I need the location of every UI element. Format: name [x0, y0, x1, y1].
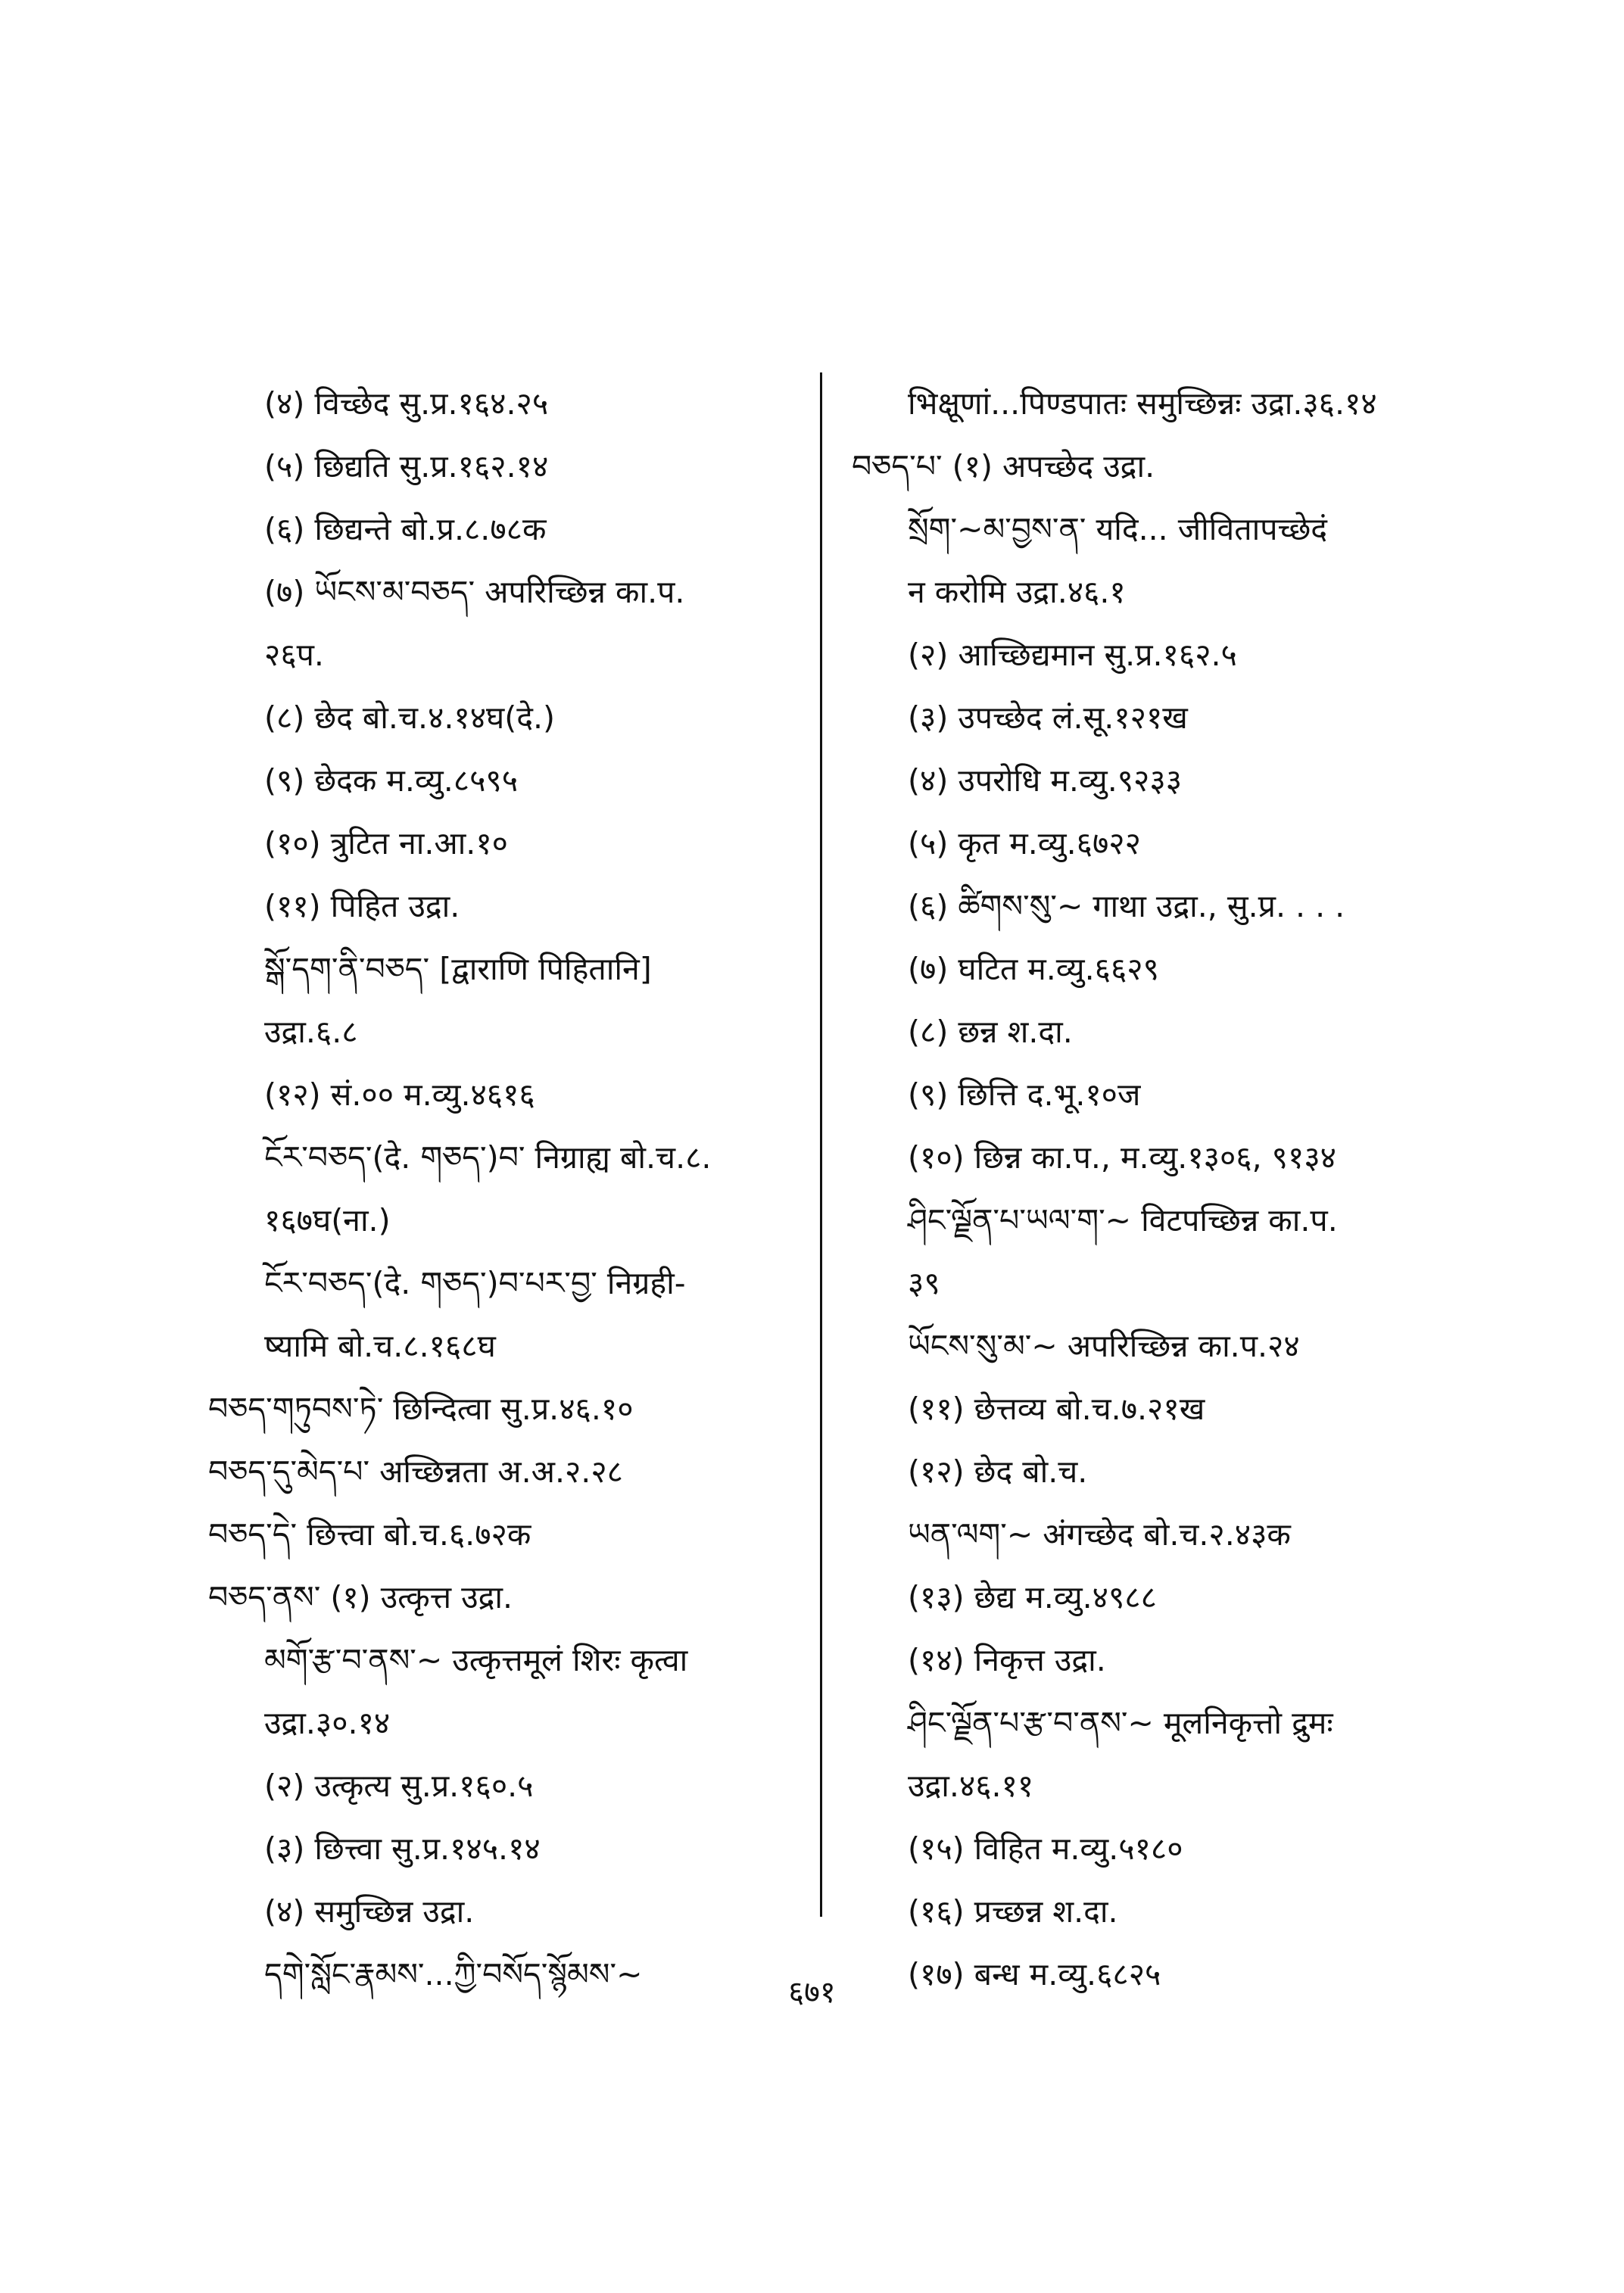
right-column — [852, 372, 1450, 2006]
dictionary-line: (१२) सं.०० म.व्यु.४६१६ — [264, 1076, 535, 1113]
dictionary-line: (५) छिद्यति सु.प्र.१६२.१४ — [264, 448, 549, 484]
dictionary-line: (४) विच्छेद सु.प्र.१६४.२५ — [264, 385, 549, 422]
dictionary-line: (७) घटित म.व्यु.६६२९ — [908, 951, 1159, 987]
dictionary-line: भिक्षूणां...पिण्डपातः समुच्छिन्नः उद्रा.३६.१४ — [908, 385, 1377, 422]
dictionary-line: (३) छित्त्वा सु.प्र.१४५.१४ — [264, 1830, 541, 1867]
dictionary-line: མགོ་རྩ་བ་ནས་~ उत्कृत्तमूलं शिरः कृत्वा — [264, 1642, 688, 1678]
dictionary-line: ཤིང་ལྗོན་པ་རྩ་བ་ནས་~ मूलनिकृत्तो द्रुमः — [908, 1705, 1333, 1741]
dictionary-line: སྲོག་~མ་བྱས་ན་ यदि... जीवितापच्छेदं — [908, 511, 1328, 547]
dictionary-line: (९) छित्ति द.भू.१०ज — [908, 1076, 1141, 1113]
dictionary-line: २६प. — [264, 637, 324, 673]
dictionary-line: ཤིང་ལྗོན་པ་ཡལ་ག་~ विटपच्छिन्न का.प. — [908, 1202, 1338, 1238]
dictionary-line: (१७) बन्ध म.व्यु.६८२५ — [908, 1956, 1161, 1992]
dictionary-line: (११) पिहित उद्रा. — [264, 888, 460, 924]
dictionary-line: (८) छेद बो.च.४.१४घ(दे.) — [264, 699, 556, 736]
dictionary-line: ष्यामि बो.च.८.१६८घ — [264, 1328, 496, 1364]
dictionary-line: (२) उत्कृत्य सु.प्र.१६०.५ — [264, 1768, 534, 1804]
dictionary-line: (१३) छेद्य म.व्यु.४९८८ — [908, 1579, 1157, 1615]
dictionary-line: ཡོངས་སུ་མ་~ अपरिच्छिन्न का.प.२४ — [908, 1328, 1300, 1364]
dictionary-line: (३) उपच्छेद लं.सू.१२१ख — [908, 699, 1188, 736]
dictionary-line: (१४) निकृत्त उद्रा. — [908, 1642, 1106, 1678]
dictionary-line: न करोमि उद्रा.४६.१ — [908, 574, 1126, 610]
dictionary-line: उद्रा.३०.१४ — [264, 1705, 391, 1741]
dictionary-line: (४) समुच्छिन्न उद्रा. — [264, 1893, 475, 1930]
dictionary-line: བཅད་དེ་ छित्त्वा बो.च.६.७२क — [208, 1516, 531, 1553]
dictionary-line: དགེ་སློང་རྣམས་...ཀྱི་བསོད་སྙོམས་~ — [264, 1956, 643, 1992]
dictionary-line: उद्रा.६.८ — [264, 1014, 358, 1050]
dictionary-line: (४) उपरोधि म.व्यु.९२३३ — [908, 762, 1183, 799]
dictionary-line: (१०) त्रुटित ना.आ.१० — [264, 825, 508, 861]
dictionary-line: (९) छेदक म.व्यु.८५९५ — [264, 762, 519, 799]
dictionary-line: १६७घ(ना.) — [264, 1202, 391, 1238]
dictionary-line: (१२) छेद बो.च. — [908, 1453, 1088, 1490]
dictionary-line: (६) ཚིགས་སུ་~ गाथा उद्रा., सु.प्र. . . . — [908, 888, 1345, 924]
dictionary-line: (१५) विहित म.व्यु.५१८० — [908, 1830, 1183, 1867]
dictionary-line: བཅད་ནས་ (१) उत्कृत्त उद्रा. — [208, 1579, 513, 1615]
dictionary-line: བཅད་པ་ (१) अपच्छेद उद्रा. — [852, 448, 1155, 484]
dictionary-line: (११) छेत्तव्य बो.च.७.२१ख — [908, 1391, 1205, 1427]
dictionary-line: བཅད་གཏུབས་ཏེ་ छिन्दित्वा सु.प्र.४६.१० — [208, 1391, 634, 1427]
dictionary-line: उद्रा.४६.११ — [908, 1768, 1034, 1804]
dictionary-line: (८) छन्न श.दा. — [908, 1014, 1073, 1050]
dictionary-line: (२) आच्छिद्यमान सु.प्र.१६२.५ — [908, 637, 1237, 673]
dictionary-line: ངོར་བཅད་(दे. གཅད་)བ་ निग्राह्य बो.च.८. — [264, 1139, 712, 1176]
column-rule — [820, 372, 822, 1917]
dictionary-line: སྒོ་དག་ནི་བཅད་ [द्वाराणि पिहितानि] — [264, 951, 652, 987]
dictionary-line: (१०) छिन्न का.प., म.व्यु.१३०६, ९१३४ — [908, 1139, 1336, 1176]
dictionary-line: ཡན་ལག་~ अंगच्छेद बो.च.२.४३क — [908, 1516, 1291, 1553]
dictionary-line: (५) कृत म.व्यु.६७२२ — [908, 825, 1141, 861]
dictionary-line: (७) ཡོངས་མ་བཅད་ अपरिच्छिन्न का.प. — [264, 574, 685, 610]
left-column — [208, 372, 806, 2006]
page-number: ६७१ — [788, 1975, 836, 2010]
dictionary-line: ངོར་བཅད་(दे. གཅད་)བ་པར་བྱ་ निग्रही- — [264, 1265, 686, 1301]
dictionary-line: ३९ — [908, 1265, 940, 1301]
dictionary-line: བཅད་དུ་མེད་པ་ अच्छिन्नता अ.अ.२.२८ — [208, 1453, 623, 1490]
dictionary-line: (१६) प्रच्छन्न श.दा. — [908, 1893, 1118, 1930]
dictionary-line: (६) छिद्यन्ते बो.प्र.८.७८क — [264, 511, 547, 547]
